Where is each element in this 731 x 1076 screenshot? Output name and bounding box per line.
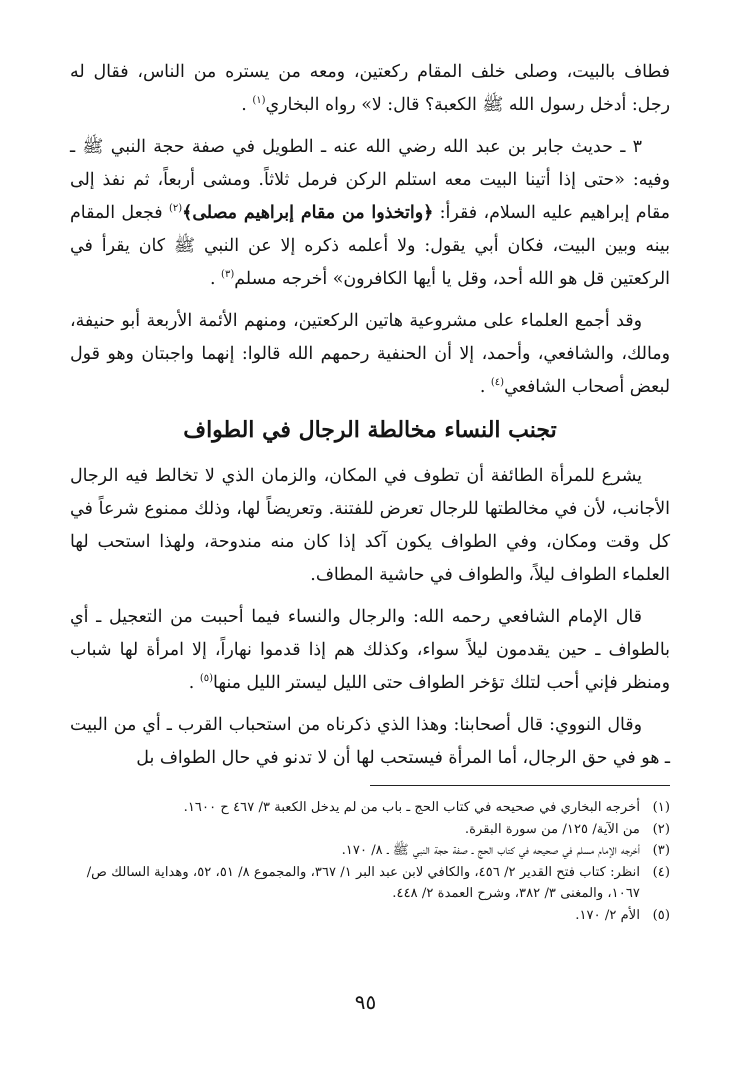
footnote-text: أخرجه البخاري في صحيحه في كتاب الحج ـ باب من لم يدخل الكعبة ٣/ ٤٦٧ ح ١٦٠٠. bbox=[183, 800, 640, 815]
footnotes bbox=[70, 797, 670, 926]
footnote-text: من الآية/ ١٢٥/ من سورة البقرة. bbox=[464, 821, 640, 837]
paragraph: فطاف بالبيت، وصلى خلف المقام ركعتين، ومعه من يستره من الناس، فقال له رجل: أدخل رسول الله ﷺ الكعبة؟ قال: لا» رواه البخاري$^{(١)}$ . bbox=[70, 62, 670, 115]
footnote bbox=[70, 905, 670, 927]
footnote-number: (٢) bbox=[652, 821, 670, 837]
footnote bbox=[70, 819, 670, 841]
footnote-ref[interactable]: (١) bbox=[252, 95, 266, 107]
footnote bbox=[70, 797, 670, 819]
footnote-number: (١) bbox=[652, 800, 670, 815]
footnote-number: (٥) bbox=[652, 907, 670, 923]
footnote-number: (٤) bbox=[652, 864, 670, 880]
paragraph: ٣ ـ حديث جابر بن عبد الله رضي الله عنه ـ الطويل في صفة حجة النبي ﷺ ـ وفيه: «حتى إذا أتينا البيت معه استلم الركن فرمل ثلاثاً. ومشى أربعاً، ثم نفذ إلى مقام إبراهيم عليه السلام، فقرأ: ﴿واتخذوا من مقام إبراهيم مصلى﴾$^{(٢)}$ فجعل المقام بينه وبين البيت، فكان أبي يقول: ولا أعلمه ذكره إلا عن النبي ﷺ كان يقرأ في الركعتين قل هو الله أحد، وقل يا أيها الكافرون» أخرجه مسلم$^{(٣)}$ . bbox=[70, 137, 670, 289]
footnote-text: أخرجه الإمام مسلم في صحيحه في كتاب الحج ـ صفة حجة النبي ﷺ ـ ٨/ ١٧٠. bbox=[341, 843, 640, 858]
main-text bbox=[70, 56, 670, 775]
quran-quote: ﴿واتخذوا من مقام إبراهيم مصلى﴾ bbox=[182, 203, 434, 223]
paragraph: قال الإمام الشافعي رحمه الله: والرجال والنساء فيما أحببت من التعجيل ـ أي بالطواف ـ حين يقدمون ليلاً سواء، وكذلك هم إذا قدموا نهاراً، إلا امرأة لها شباب ومنظر فإني أحب لتلك تؤخر الطواف حتى الليل ليستر الليل منها$^{(٥)}$ . bbox=[70, 607, 670, 693]
footnote-number: (٣) bbox=[652, 843, 670, 858]
footnote-ref[interactable]: (٣) bbox=[221, 269, 235, 281]
paragraph: يشرع للمرأة الطائفة أن تطوف في المكان، والزمان الذي لا تخالط فيه الرجال الأجانب، لأن في مخالطتها للرجال تعرض للفتنة. وتعريضاً لها، وذلك ممنوع شرعاً في كل وقت ومكان، وفي الطواف يكون آكد إذا كان منه مندوحة، ولهذا استحب لها العلماء الطواف ليلاً، والطواف في حاشية المطاف. bbox=[70, 466, 670, 585]
section-heading: تجنب النساء مخالطة الرجال في الطواف bbox=[183, 417, 557, 443]
footnote-ref[interactable]: (٢) bbox=[168, 203, 183, 215]
page-number: ٩٥ bbox=[354, 990, 377, 1014]
footnote-divider bbox=[370, 785, 670, 786]
footnote-text: انظر: كتاب فتح القدير ٢/ ٤٥٦، والكافي لابن عبد البر ١/ ٣٦٧، والمجموع ٨/ ٥١، ٥٢، وهداية السالك ص/ ١٠٦٧، والمغنى ٣/ ٣٨٢، وشرح العمدة ٢/ ٤٤٨. bbox=[86, 864, 640, 901]
paragraph: وقال النووي: قال أصحابنا: وهذا الذي ذكرناه من استحباب القرب ـ أي من البيت ـ هو في حق الرجال، أما المرأة فيستحب لها أن لا تدنو في حال الطواف بل bbox=[70, 715, 670, 768]
paragraph: وقد أجمع العلماء على مشروعية هاتين الركعتين، ومنهم الأئمة الأربعة أبو حنيفة، ومالك، والشافعي، وأحمد، إلا أن الحنفية رحمهم الله قالوا: إنهما واجبتان وهو قول لبعض أصحاب الشافعي$^{(٤)}$ . bbox=[70, 311, 670, 397]
footnote-ref[interactable]: (٥) bbox=[199, 673, 214, 685]
footnote bbox=[70, 862, 670, 905]
footnote-text: الأم ٢/ ١٧٠. bbox=[575, 907, 640, 923]
footnote-ref[interactable]: (٤) bbox=[490, 377, 505, 389]
footnote bbox=[70, 840, 670, 862]
